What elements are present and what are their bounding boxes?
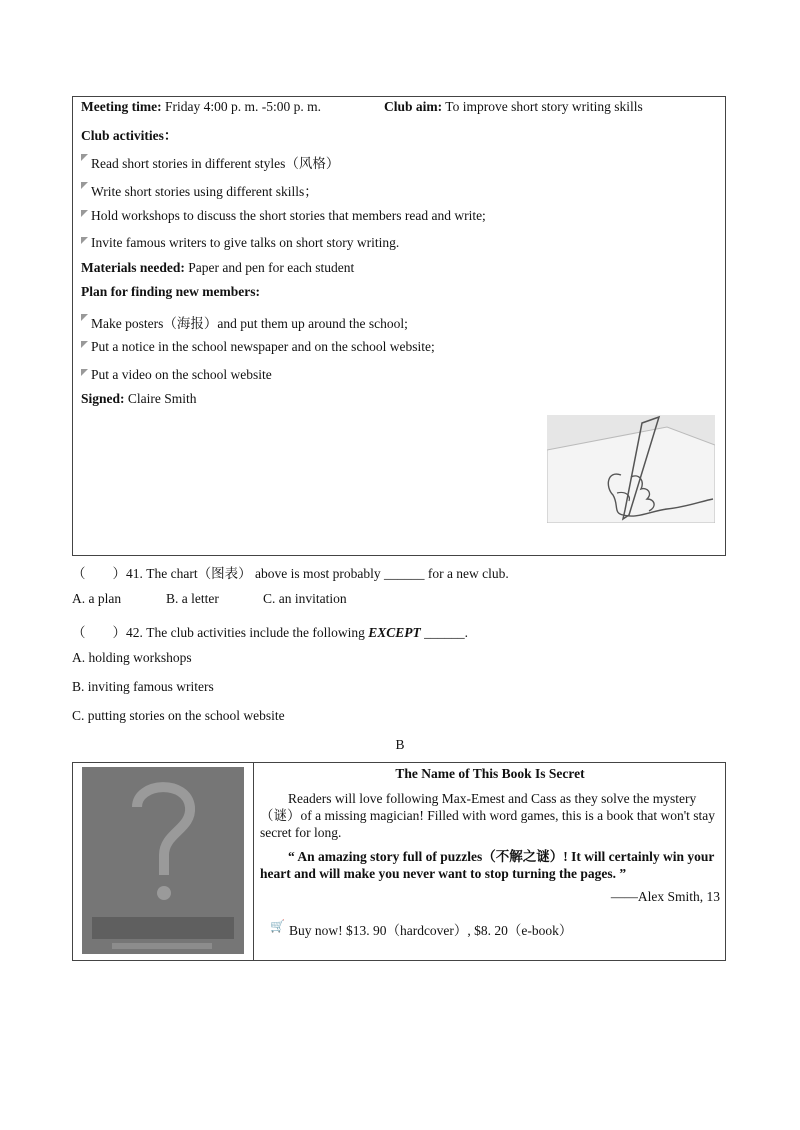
buy-text: Buy now! $13. 90（hardcover）, $8. 20（e-book） — [288, 923, 573, 938]
quote-author: ——Alex Smith, 13 — [610, 889, 720, 904]
q42-prefix: （ ）42. The club activities include the following — [72, 625, 369, 640]
signed-value: Claire Smith — [127, 391, 197, 406]
book-quote: “ An amazing story full of puzzles（不解之谜）! It will certainly win your heart and will make you never want to stop turning the pages. ” — [260, 849, 715, 881]
bullet-arrow-icon — [81, 341, 88, 348]
bullet-arrow-icon — [81, 237, 88, 244]
q41-option-b: B. a letter — [166, 591, 219, 606]
activity-item — [81, 208, 486, 224]
activities-label: Club activities： — [81, 128, 178, 143]
question-42 — [72, 621, 468, 641]
book-table — [72, 762, 726, 961]
hand-writing-illustration — [547, 415, 715, 523]
activity-text: Invite famous writers to give talks on short story writing. — [91, 235, 400, 250]
book-cover-image — [82, 767, 244, 954]
q41-option-a: A. a plan — [72, 591, 122, 606]
plan-text: Make posters（海报）and put them up around the school; — [91, 316, 408, 331]
shopping-cart-icon: 🛒 — [270, 919, 285, 933]
activity-item — [81, 235, 399, 251]
materials-value: Paper and pen for each student — [188, 260, 355, 275]
q42-except: EXCEPT — [368, 625, 421, 640]
club-aim-label: Club aim: — [384, 99, 443, 114]
activity-text: Read short stories in different styles（风格） — [91, 156, 340, 171]
bullet-arrow-icon — [81, 369, 88, 376]
club-form — [72, 96, 726, 556]
club-aim-value: To improve short story writing skills — [445, 99, 643, 114]
book-title: The Name of This Book Is Secret — [395, 766, 585, 781]
plan-item — [81, 312, 408, 332]
activity-text: Write short stories using different skills； — [91, 184, 318, 199]
club-aim-row — [384, 99, 643, 115]
activity-item — [81, 152, 339, 172]
section-label: B — [395, 737, 405, 752]
q42-suffix: ______. — [420, 625, 468, 640]
meeting-time-row — [81, 99, 321, 115]
bullet-arrow-icon — [81, 154, 88, 161]
plan-item — [81, 339, 435, 355]
buy-row — [260, 919, 730, 939]
materials-row — [81, 260, 354, 276]
plan-text: Put a notice in the school newspaper and on the school website; — [91, 339, 435, 354]
meeting-time-value: Friday 4:00 p. m. -5:00 p. m. — [164, 99, 321, 114]
q42-option-a: A. holding workshops — [72, 650, 192, 665]
q41-option-c: C. an invitation — [263, 591, 347, 606]
question-41: （ ）41. The chart（图表） above is most probably ______ for a new club. — [72, 566, 509, 581]
column-divider — [253, 763, 254, 960]
q42-option-c: C. putting stories on the school website — [72, 708, 285, 723]
plan-item — [81, 367, 272, 383]
activity-item — [81, 180, 318, 200]
materials-label: Materials needed: — [81, 260, 185, 275]
bullet-arrow-icon — [81, 182, 88, 189]
plan-text: Put a video on the school website — [91, 367, 272, 382]
signed-label: Signed: — [81, 391, 125, 406]
plan-label: Plan for finding new members: — [81, 284, 260, 299]
activity-text: Hold workshops to discuss the short stories that members read and write; — [91, 208, 486, 223]
book-description: Readers will love following Max-Emest and Cass as they solve the mystery（谜）of a missing magician! Filled with word games, this is a book that won't stay secret for long. — [260, 791, 716, 840]
meeting-time-label: Meeting time: — [81, 99, 162, 114]
bullet-arrow-icon — [81, 314, 88, 321]
signed-row — [81, 391, 197, 407]
q42-option-b: B. inviting famous writers — [72, 679, 214, 694]
bullet-arrow-icon — [81, 210, 88, 217]
